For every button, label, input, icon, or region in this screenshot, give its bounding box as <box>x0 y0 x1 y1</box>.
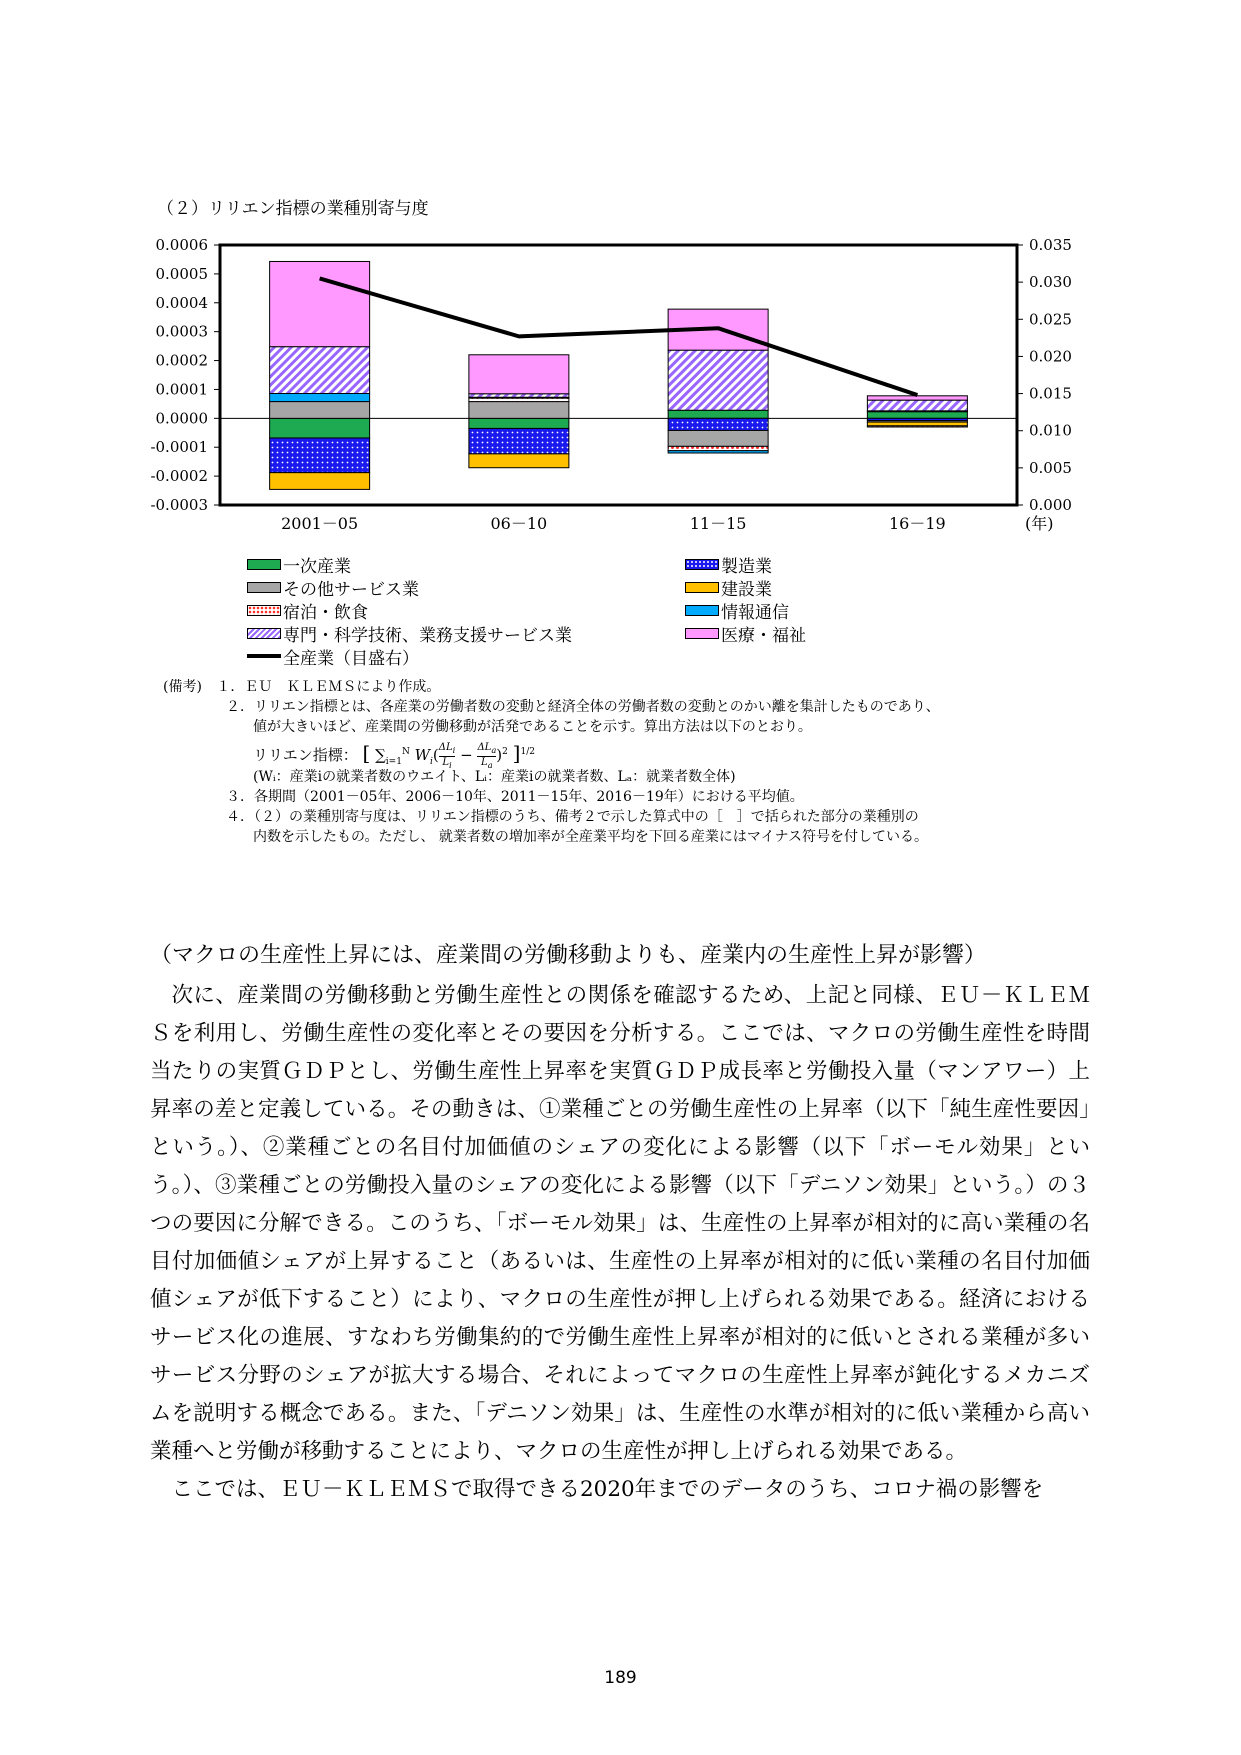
note-2a: ２．リリエン指標とは、各産業の労働者数の変動と経済全体の労働者数の変動とのかい離を集計したものであり、 <box>226 699 940 715</box>
x-tick-label: 16－19 <box>889 514 946 533</box>
bar-segment <box>668 418 768 430</box>
bar-segment <box>270 473 370 490</box>
legend-hospitality <box>247 599 368 621</box>
right-tick-label: 0.015 <box>1029 384 1072 403</box>
right-axis-ticks <box>1017 236 1072 514</box>
legend-swatch <box>247 628 281 639</box>
note-4a: ４．（２）の業種別寄与度は、リリエン指標のうち、備考２で示した算式中の［ ］で括られた部分の業種別の <box>226 809 919 825</box>
formula-label: リリエン指標： <box>253 746 358 764</box>
bar-segment <box>270 347 370 394</box>
bar-segment <box>867 412 967 419</box>
paragraph-2: ここでは、ＥＵ－ＫＬＥＭＳで取得できる2020年までのデータのうち、コロナ禍の影響を <box>171 1477 1044 1502</box>
left-tick-label: 0.0006 <box>155 236 208 254</box>
legend-manufacturing <box>685 553 772 575</box>
right-tick-label: 0.000 <box>1029 496 1072 514</box>
legend-other-services <box>247 576 419 598</box>
bar-segment <box>867 422 967 426</box>
legend-swatch <box>247 559 281 570</box>
chart-title: （２）リリエン指標の業種別寄与度 <box>157 199 429 219</box>
bar-segment <box>668 446 768 450</box>
left-tick-label: 0.0003 <box>155 322 208 341</box>
paragraph-1: 次に、産業間の労働移動と労働生産性との関係を確認するため、上記と同様、ＥＵ－ＫＬＥＭＳを利用し、労働生産性の変化率とその要因を分析する。ここでは、マクロの労働生産性を時間当たりの実質ＧＤＰとし、労働生産性上昇率を実質ＧＤＰ成長率と労働投入量（マンアワー）上昇率の差と定義している。その動きは、①業種ごとの労働生産性の上昇率（以下「純生産性要因」という。）、②業種ごとの名目付加価値のシェアの変化による影響（以下「ボーモル効果」という。）、③業種ごとの労働投入量のシェアの変化による影響（以下「デニソン効果」という。）の３つの要因に分解できる。このうち、「ボーモル効果」は、生産性の上昇率が相対的に高い業種の名目付加価値シェアが上昇すること（あるいは、生産性の上昇率が相対的に低い業種の名目付加価値シェアが低下すること）により、マクロの生産性が押し上げられる効果である。経済におけるサービス化の進展、すなわち労働集約的で労働生産性上昇率が相対的に低いとされる業種が多いサービス分野のシェアが拡大する場合、それによってマクロの生産性上昇率が鈍化するメカニズムを説明する概念である。また、「デニソン効果」は、生産性の水準が相対的に低い業種から高い業種へと労働が移動することにより、マクロの生産性が押し上げられる効果である。 <box>150 983 1090 1464</box>
x-tick-label: 06－10 <box>490 514 548 533</box>
note-4b: 内数を示したもの。ただし、 就業者数の増加率が全産業平均を下回る産業にはマイナス符号を付している。 <box>253 829 929 845</box>
bar-segment <box>469 454 569 468</box>
bar-segment <box>270 418 370 438</box>
bar-segment <box>668 350 768 410</box>
section-heading: （マクロの生産性上昇には、産業間の労働移動よりも、産業内の生産性上昇が影響） <box>150 943 987 968</box>
note-2b: 値が大きいほど、産業間の労働移動が活発であることを示す。算出方法は以下のとおり。 <box>253 719 812 735</box>
x-axis-unit: (年) <box>1025 514 1054 533</box>
bar-segment <box>668 451 768 453</box>
legend-swatch <box>685 628 719 639</box>
bar-segment <box>867 426 967 427</box>
right-tick-label: 0.020 <box>1029 347 1072 366</box>
right-tick-label: 0.030 <box>1029 273 1072 292</box>
left-tick-label: 0.0005 <box>155 264 208 283</box>
legend-swatch <box>247 582 281 593</box>
left-tick-label: -0.0002 <box>150 467 208 486</box>
left-tick-label: 0.0000 <box>155 409 208 428</box>
right-tick-label: 0.010 <box>1029 421 1072 440</box>
bar-segment <box>469 355 569 394</box>
right-tick-label: 0.035 <box>1029 236 1072 254</box>
all-industry-line <box>320 278 918 395</box>
x-axis-labels <box>281 514 1053 533</box>
legend-swatch <box>247 654 281 658</box>
bar-segment <box>469 418 569 428</box>
all-industry-polyline <box>320 278 918 395</box>
legend-swatch <box>685 582 719 593</box>
right-tick-label: 0.025 <box>1029 310 1072 329</box>
legend-label: 情報通信 <box>721 602 789 623</box>
note-1: (備考) １．ＥＵ ＫＬＥＭＳにより作成。 <box>163 679 441 695</box>
legend-professional <box>247 622 572 644</box>
bar-segment <box>270 402 370 419</box>
legend-all-industry <box>247 645 419 667</box>
bar-segment <box>469 394 569 397</box>
legend-construction <box>685 576 772 598</box>
x-tick-label: 11－15 <box>689 514 747 533</box>
legend-swatch <box>247 605 281 616</box>
bar-segment <box>469 402 569 419</box>
legend-primary <box>247 553 351 575</box>
left-tick-label: -0.0003 <box>150 496 208 514</box>
left-tick-label: 0.0002 <box>155 351 208 370</box>
legend-label: 製造業 <box>721 556 772 577</box>
bar-segment <box>668 410 768 418</box>
bar-segment <box>270 393 370 401</box>
bar-line-chart <box>0 0 1241 680</box>
legend-label: 建設業 <box>721 579 772 600</box>
legend-medical <box>685 622 806 644</box>
legend-ict <box>685 599 789 621</box>
formula: [ $\sum_{i=1}^N$ $W_i$( $\Delta L_i$ $L_i$ − $\Delta L_a$ $L_a$ )$^2$ ]$^{1/2}$ <box>362 741 535 770</box>
left-axis-ticks <box>150 236 220 514</box>
body-text <box>150 977 1090 1509</box>
formula-definitions: (Wᵢ：産業iの就業者数のウエイト、Lᵢ：産業iの就業者数、Lₐ：就業者数全体) <box>253 769 736 785</box>
legend-label: 一次産業 <box>283 556 351 577</box>
right-tick-label: 0.005 <box>1029 458 1072 477</box>
legend-swatch <box>685 605 719 616</box>
legend-swatch <box>685 559 719 570</box>
bar-segment <box>867 400 967 411</box>
legend-label: 医療・福祉 <box>721 625 806 646</box>
notes-label: (備考) <box>163 679 202 695</box>
legend-label: 宿泊・飲食 <box>283 602 368 623</box>
bar-segment <box>668 430 768 446</box>
notes <box>163 677 940 847</box>
formula-row <box>163 737 940 770</box>
bar-segment <box>867 396 967 400</box>
left-tick-label: 0.0001 <box>155 380 208 399</box>
legend-label: 専門・科学技術、業務支援サービス業 <box>283 625 572 646</box>
bar-segment <box>270 261 370 346</box>
x-tick-label: 2001－05 <box>281 514 359 533</box>
bar-segment <box>270 438 370 473</box>
left-tick-label: 0.0004 <box>155 293 208 312</box>
legend-label: その他サービス業 <box>283 579 419 600</box>
bar-segment <box>469 398 569 401</box>
bar-segment <box>469 428 569 453</box>
page-number: 189 <box>604 1668 637 1688</box>
note-3: ３．各期間（2001－05年、2006－10年、2011－15年、2016－19年）における平均値。 <box>226 789 804 805</box>
legend-label: 全産業（目盛右） <box>283 648 419 669</box>
left-tick-label: -0.0001 <box>150 438 208 457</box>
